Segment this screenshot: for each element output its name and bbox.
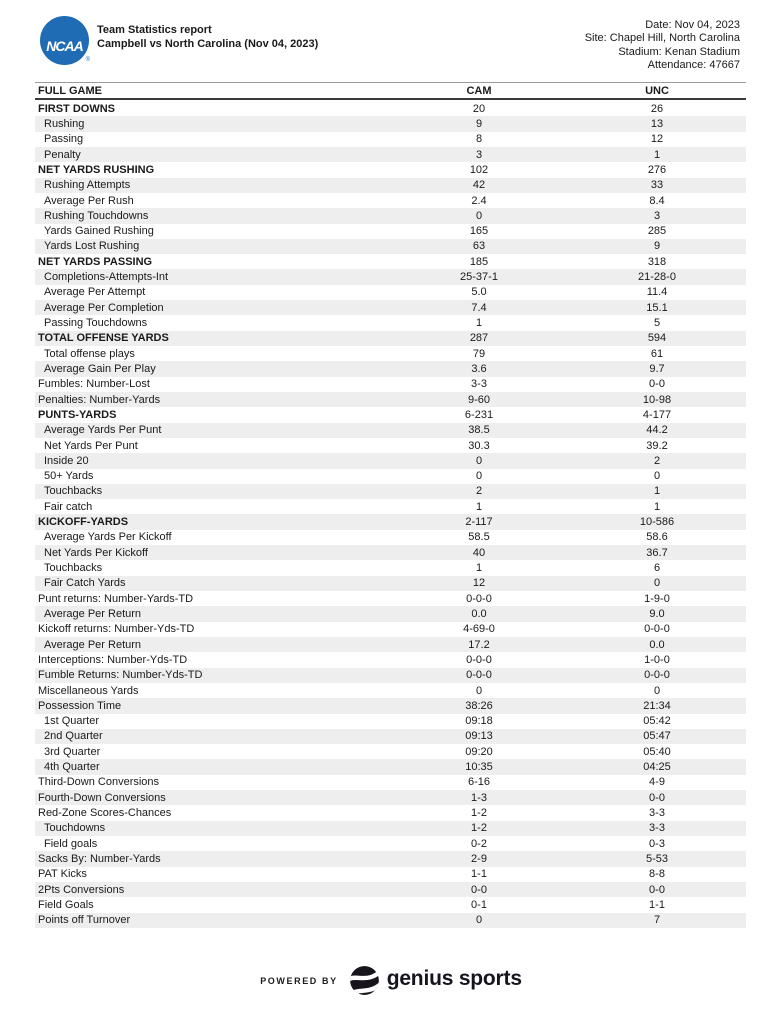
cam-value: 2 [475,485,483,498]
table-row [35,591,746,606]
table-row [35,805,746,820]
site-line: Site: Chapel Hill, North Carolina [584,32,740,45]
cam-value: 1-3 [471,791,487,804]
unc-value: 0-3 [649,837,665,850]
table-row [35,560,746,575]
table-row [35,315,746,330]
table-row [35,147,746,162]
cam-value: 09:13 [465,730,493,743]
cam-value: 185 [469,255,489,268]
row-label: Net Yards Per Kickoff [44,546,148,559]
row-label: Average Per Rush [44,194,134,207]
date-line: Date: Nov 04, 2023 [645,19,740,31]
cam-value: 0-0-0 [466,592,492,605]
unc-value: 1-1 [649,898,665,911]
unc-value: 9.0 [649,607,665,620]
row-label: Interceptions: Number-Yds-TD [38,653,188,666]
genius-sports-icon [349,965,380,996]
row-label: 2Pts Conversions [38,883,125,896]
unc-value: 0.0 [649,638,665,651]
table-row [35,821,746,836]
table-row [35,469,746,484]
unc-value: 6 [653,562,661,575]
cam-value: 7.4 [471,301,487,314]
cam-value: 9-60 [467,393,491,406]
unc-value: 1 [653,500,661,513]
row-label: Possession Time [38,699,122,712]
cam-value: 17.2 [468,638,490,651]
row-label: Fumble Returns: Number-Yds-TD [38,669,203,682]
table-row [35,239,746,254]
row-label: Penalties: Number-Yards [38,393,161,406]
table-row [35,714,746,729]
row-label: Fair Catch Yards [44,577,126,590]
table-row [35,775,746,790]
cam-value: 2.4 [471,194,487,207]
row-label: Average Per Completion [44,301,164,314]
game-info [585,16,740,73]
cam-value: 09:18 [465,715,493,728]
report-title: Team Statistics report [97,24,212,36]
cam-value: 6-16 [467,776,491,789]
row-label: Penalty [44,148,81,161]
row-label: Fair catch [44,500,93,513]
cam-value: 0 [475,914,483,927]
cam-value: 1-1 [471,868,487,881]
row-label: Kickoff returns: Number-Yds-TD [38,623,195,636]
unc-value: 276 [647,163,667,176]
table-row [35,836,746,851]
unc-value: 0-0 [649,883,665,896]
report-header [40,16,740,73]
cam-value: 63 [472,240,486,253]
row-label: PUNTS-YARDS [38,408,117,421]
table-row [35,698,746,713]
row-label: Average Per Return [44,607,142,620]
table-row [35,729,746,744]
unc-value: 3 [653,209,661,222]
column-header-unc: UNC [645,84,669,97]
unc-value: 4-9 [649,776,665,789]
table-row [35,499,746,514]
cam-value: 09:20 [465,745,493,758]
table-row [35,576,746,591]
cam-value: 9 [475,117,483,130]
table-row [35,867,746,882]
table-row [35,269,746,284]
unc-value: 15.1 [646,301,668,314]
row-label: NET YARDS RUSHING [38,163,155,176]
cam-value: 38.5 [468,424,490,437]
cam-value: 3-3 [471,378,487,391]
ncaa-logo [40,16,89,65]
row-label: Field goals [44,837,98,850]
cam-value: 2-9 [471,852,487,865]
table-body [35,101,746,928]
table-row [35,637,746,652]
unc-value: 0 [653,470,661,483]
row-label: 3rd Quarter [44,745,101,758]
cam-value: 0 [475,209,483,222]
cam-value: 0-2 [471,837,487,850]
cam-value: 58.5 [468,531,490,544]
cam-value: 20 [472,102,486,115]
genius-sports-wordmark: genius sports [386,967,522,990]
unc-value: 10-586 [639,516,675,529]
row-label: Average Gain Per Play [44,362,156,375]
unc-value: 0 [653,684,661,697]
unc-value: 5 [653,317,661,330]
unc-value: 4-177 [642,408,672,421]
column-header-full-game: FULL GAME [38,84,102,97]
table-row [35,300,746,315]
cam-value: 0-1 [471,898,487,911]
table-row [35,132,746,147]
unc-value: 10-98 [642,393,672,406]
report-titles [97,16,318,73]
table-row [35,101,746,116]
row-label: Touchdowns [44,822,106,835]
row-label: Rushing [44,117,85,130]
unc-value: 33 [650,179,664,192]
table-row [35,606,746,621]
row-label: Rushing Touchdowns [44,209,149,222]
table-row [35,453,746,468]
table-row [35,530,746,545]
cam-value: 1-2 [471,822,487,835]
unc-value: 9 [653,240,661,253]
stadium-line: Stadium: Kenan Stadium [618,45,740,58]
cam-value: 6-231 [464,408,494,421]
table-row [35,392,746,407]
table-row [35,851,746,866]
cam-value: 38:26 [465,699,493,712]
table-row [35,484,746,499]
row-label: 4th Quarter [44,761,100,774]
cam-value: 0 [475,470,483,483]
powered-by-label: POWERED BY [260,976,338,986]
cam-value: 0-0-0 [466,653,492,666]
table-row [35,361,746,376]
column-header-cam: CAM [466,84,492,97]
unc-value: 7 [653,914,661,927]
table-row [35,683,746,698]
row-label: Net Yards Per Punt [44,439,138,452]
row-label: 1st Quarter [44,715,100,728]
row-label: Miscellaneous Yards [38,684,139,697]
unc-value: 3-3 [649,807,665,820]
table-row [35,178,746,193]
unc-value: 0-0 [649,791,665,804]
unc-value: 61 [650,347,664,360]
row-label: Yards Gained Rushing [44,225,154,238]
table-row [35,514,746,529]
cam-value: 4-69-0 [463,623,495,636]
row-label: Touchbacks [44,485,103,498]
unc-value: 05:42 [643,715,671,728]
unc-value: 285 [647,225,667,238]
cam-value: 0.0 [471,607,487,620]
table-row [35,346,746,361]
row-label: Passing [44,133,84,146]
table-row [35,224,746,239]
row-label: Sacks By: Number-Yards [38,852,161,865]
cam-value: 25-37-1 [460,271,498,284]
table-row [35,545,746,560]
row-label: 2nd Quarter [44,730,103,743]
cam-value: 79 [472,347,486,360]
cam-value: 10:35 [465,761,493,774]
unc-value: 05:47 [643,730,671,743]
unc-value: 13 [650,117,664,130]
table-row [35,744,746,759]
table-row [35,116,746,131]
unc-value: 9.7 [649,362,665,375]
cam-value: 8 [475,133,483,146]
row-label: Inside 20 [44,454,89,467]
row-label: Average Yards Per Kickoff [44,531,172,544]
cam-value: 0-0 [471,883,487,896]
cam-value: 42 [472,179,486,192]
row-label: Fourth-Down Conversions [38,791,166,804]
unc-value: 0-0-0 [644,623,670,636]
cam-value: 1-2 [471,807,487,820]
row-label: NET YARDS PASSING [38,255,153,268]
row-label: Passing Touchdowns [44,317,148,330]
cam-value: 12 [472,577,486,590]
unc-value: 8.4 [649,194,665,207]
cam-value: 2-117 [465,516,493,529]
row-label: TOTAL OFFENSE YARDS [38,332,169,345]
table-row [35,790,746,805]
table-row [35,882,746,897]
row-label: Third-Down Conversions [38,776,160,789]
ncaa-logo-text: NCAA [46,37,83,54]
cam-value: 1 [475,500,483,513]
cam-value: 30.3 [468,439,490,452]
cam-value: 5.0 [471,286,487,299]
row-label: Yards Lost Rushing [44,240,140,253]
row-label: Points off Turnover [38,914,131,927]
table-row [35,622,746,637]
unc-value: 12 [650,133,664,146]
unc-value: 2 [653,454,661,467]
table-row [35,162,746,177]
unc-value: 0-0 [649,378,665,391]
table-row [35,377,746,392]
unc-value: 26 [650,102,664,115]
unc-value: 44.2 [646,424,668,437]
unc-value: 05:40 [643,745,671,758]
cam-value: 3 [475,148,483,161]
report-subtitle: Campbell vs North Carolina (Nov 04, 2023) [97,38,319,50]
table-row [35,759,746,774]
unc-value: 594 [647,332,667,345]
unc-value: 36.7 [646,546,668,559]
cam-value: 287 [469,332,489,345]
table-row [35,913,746,928]
cam-value: 165 [469,225,489,238]
cam-value: 102 [469,163,489,176]
table-header-row [35,82,746,100]
row-label: FIRST DOWNS [38,102,115,115]
attendance-line: Attendance: 47667 [647,59,740,72]
row-label: Red-Zone Scores-Chances [38,807,172,820]
unc-value: 39.2 [646,439,668,452]
unc-value: 0-0-0 [644,669,670,682]
unc-value: 58.6 [646,531,668,544]
cam-value: 0-0-0 [466,669,492,682]
cam-value: 3.6 [471,362,487,375]
row-label: KICKOFF-YARDS [38,516,129,529]
unc-value: 0 [653,577,661,590]
cam-value: 0 [475,454,483,467]
table-row [35,423,746,438]
unc-value: 1-9-0 [644,592,670,605]
cam-value: 1 [475,317,483,330]
cam-value: 40 [472,546,486,559]
table-row [35,407,746,422]
row-label: 50+ Yards [44,470,94,483]
table-row [35,208,746,223]
row-label: Completions-Attempts-Int [44,271,169,284]
unc-value: 318 [647,255,667,268]
table-row [35,668,746,683]
table-row [35,285,746,300]
unc-value: 3-3 [649,822,665,835]
table-row [35,331,746,346]
row-label: Average Per Attempt [44,286,146,299]
table-row [35,193,746,208]
row-label: Average Per Return [44,638,142,651]
row-label: Punt returns: Number-Yards-TD [38,592,194,605]
row-label: Fumbles: Number-Lost [38,378,150,391]
unc-value: 1-0-0 [644,653,670,666]
row-label: Rushing Attempts [44,179,131,192]
row-label: Field Goals [38,898,94,911]
row-label: Touchbacks [44,562,103,575]
table-row [35,897,746,912]
table-row [35,254,746,269]
unc-value: 21-28-0 [638,271,676,284]
unc-value: 5-53 [645,852,669,865]
unc-value: 8-8 [649,868,665,881]
footer [0,960,782,1000]
row-label: PAT Kicks [38,868,87,881]
unc-value: 21:34 [643,699,671,712]
cam-value: 1 [475,562,483,575]
table-row [35,438,746,453]
unc-value: 11.4 [646,286,668,299]
unc-value: 04:25 [643,761,671,774]
unc-value: 1 [653,485,661,498]
row-label: Average Yards Per Punt [44,424,162,437]
row-label: Total offense plays [44,347,135,360]
unc-value: 1 [653,148,661,161]
cam-value: 0 [475,684,483,697]
stats-table [35,82,746,928]
registered-trademark-icon: ® [85,57,90,63]
table-row [35,652,746,667]
